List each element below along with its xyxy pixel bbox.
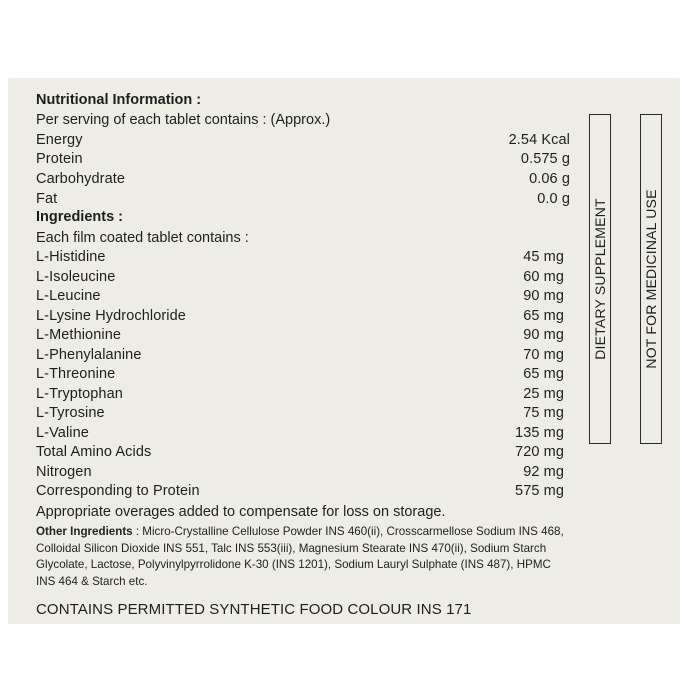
ingredient-row bbox=[36, 403, 564, 423]
nutrient-name: Fat bbox=[36, 191, 58, 207]
ingredient-name: L-Histidine bbox=[36, 249, 106, 265]
ingredient-name: L-Tryptophan bbox=[36, 386, 123, 402]
ingredient-row bbox=[36, 325, 564, 345]
nutrition-row bbox=[36, 149, 570, 169]
ingredient-amount: 90 mg bbox=[523, 288, 564, 304]
nutrient-value: 0.06 g bbox=[529, 171, 570, 187]
ingredient-row bbox=[36, 423, 564, 443]
nutrient-value: 0.0 g bbox=[537, 191, 570, 207]
ingredient-row bbox=[36, 462, 564, 482]
nutrition-row bbox=[36, 169, 570, 189]
ingredient-amount: 70 mg bbox=[523, 347, 564, 363]
ingredient-amount: 25 mg bbox=[523, 386, 564, 402]
ingredient-row bbox=[36, 384, 564, 404]
ingredient-name: Corresponding to Protein bbox=[36, 483, 200, 499]
ingredient-name: L-Threonine bbox=[36, 366, 116, 382]
ingredient-name: L-Lysine Hydrochloride bbox=[36, 308, 186, 324]
not-medicinal-box bbox=[640, 114, 662, 444]
ingredients-intro: Each film coated tablet contains : bbox=[36, 230, 249, 246]
ingredient-row bbox=[36, 306, 564, 326]
ingredient-amount: 92 mg bbox=[523, 464, 564, 480]
ingredient-row bbox=[36, 247, 564, 267]
other-ingredients-label: Other Ingredients bbox=[36, 525, 133, 538]
other-ingredients-text: : Micro-Crystalline Cellulose Powder INS 460(ii), Crosscarmellose Sodium INS 468, Colloidal Silicon Dioxide INS 551, Talc INS 553(iii), Magnesium Stearate INS 470(ii), Sodium Starch Glycolate, Lactose, Polyvinylpyrrolidone K-30 (INS 1201), Sodium Lauryl Sulphate (INS 487), HPMC INS 464 & Starch etc. bbox=[36, 525, 564, 588]
ingredient-name: L-Valine bbox=[36, 425, 89, 441]
dietary-supplement-box bbox=[589, 114, 611, 444]
ingredient-row bbox=[36, 286, 564, 306]
ingredient-amount: 90 mg bbox=[523, 327, 564, 343]
nutrient-name: Carbohydrate bbox=[36, 171, 126, 187]
ingredient-name: L-Tyrosine bbox=[36, 405, 105, 421]
ingredients-heading: Ingredients : bbox=[36, 209, 124, 225]
serving-text: Per serving of each tablet contains : (Approx.) bbox=[36, 112, 331, 128]
ingredient-name: Total Amino Acids bbox=[36, 444, 152, 460]
ingredient-name: L-Phenylalanine bbox=[36, 347, 142, 363]
nutrition-row bbox=[36, 189, 570, 209]
ingredient-row bbox=[36, 442, 564, 462]
food-colour-notice: CONTAINS PERMITTED SYNTHETIC FOOD COLOUR INS 171 bbox=[36, 601, 472, 618]
dietary-supplement-label: DIETARY SUPPLEMENT bbox=[592, 198, 608, 360]
other-ingredients bbox=[36, 524, 572, 590]
ingredient-amount: 720 mg bbox=[515, 444, 564, 460]
nutrient-value: 0.575 g bbox=[520, 151, 570, 167]
ingredient-name: Nitrogen bbox=[36, 464, 92, 480]
ingredient-amount: 65 mg bbox=[523, 308, 564, 324]
ingredient-amount: 60 mg bbox=[523, 269, 564, 285]
nutrition-row bbox=[36, 130, 570, 150]
ingredient-amount: 135 mg bbox=[515, 425, 564, 441]
overages-note: Appropriate overages added to compensate for loss on storage. bbox=[36, 504, 446, 520]
ingredient-amount: 65 mg bbox=[523, 366, 564, 382]
ingredient-name: L-Leucine bbox=[36, 288, 101, 304]
not-medicinal-label: NOT FOR MEDICINAL USE bbox=[643, 189, 659, 369]
ingredient-row bbox=[36, 481, 564, 501]
nutrient-name: Energy bbox=[36, 132, 83, 148]
ingredient-amount: 575 mg bbox=[515, 483, 564, 499]
ingredient-row bbox=[36, 267, 564, 287]
ingredient-amount: 45 mg bbox=[523, 249, 564, 265]
nutrition-heading: Nutritional Information : bbox=[36, 92, 202, 108]
nutrient-value: 2.54 Kcal bbox=[508, 132, 570, 148]
ingredient-row bbox=[36, 345, 564, 365]
nutrient-name: Protein bbox=[36, 151, 83, 167]
ingredient-amount: 75 mg bbox=[523, 405, 564, 421]
ingredient-name: L-Methionine bbox=[36, 327, 122, 343]
ingredient-row bbox=[36, 364, 564, 384]
ingredient-name: L-Isoleucine bbox=[36, 269, 116, 285]
